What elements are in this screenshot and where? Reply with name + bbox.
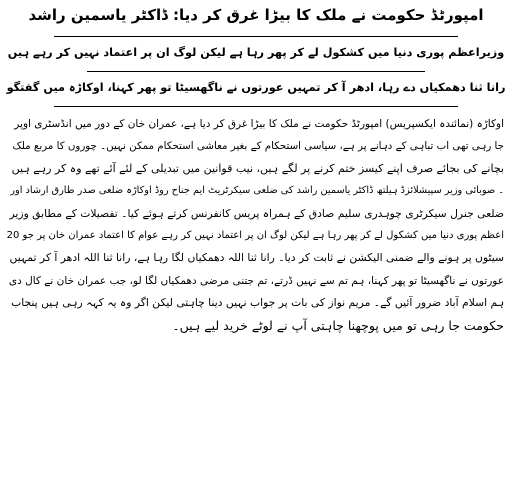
headline-block (6, 4, 506, 107)
body-line: عورتوں نے ناگھسیٹا تو پھر کہنا، ہم تم سے نہیں ڈرتے، تم جتنی مرضی دھمکیاں لگا لو، جب عمران خان نے کال دی (8, 274, 504, 287)
divider-rule (87, 71, 425, 72)
article-body (6, 113, 506, 337)
body-line: ضلعی جنرل سیکرٹری چوہدری سلیم صادق کے ہمراہ پریس کانفرنس کرتے ہوئے کیا۔ تفصیلات کے مطابق وزیر (9, 206, 504, 220)
body-line: حکومت جا رہی تو میں پوچھنا چاہتی آپ نے لوٹے خرید لیے ہیں۔ (172, 317, 504, 333)
body-line: بچانے کی بجائے صرف اپنے کیسز ختم کرنے پر لگے ہیں، نیب قوانین میں تبدیلی کے لئے آئے تھے وہ کر رہے ہیں (11, 161, 504, 175)
body-line: سیٹوں پر ہونے والے ضمنی الیکشن نے ثابت کر دیا۔ رانا ثنا اللہ دھمکیاں لگا رہا ہے، رانا ثنا اللہ ادھر آ کر تمہیں (9, 251, 504, 265)
body-line: جا رہی تھی اب تباہی کے دہانے پر ہے، سیاسی استحکام کے بغیر معاشی استحکام ممکن نہیں۔ چوروں کا مربع ملک (12, 140, 504, 153)
divider-rule (54, 106, 458, 107)
body-line: ۔ صوبائی وزیر سپیشلائزڈ ہیلتھ ڈاکٹر یاسمین راشد کی ضلعی سیکرٹریٹ ایم جناح روڈ اوکاڑہ ضلعی صدر طارق ارشاد اور (10, 185, 504, 197)
subheadline-1: وزیراعظم پوری دنیا میں کشکول لے کر پھر رہا ہے لیکن لوگ ان پر اعتماد نہیں کر رہے ہیں (7, 46, 505, 59)
body-line: اعظم پوری دنیا میں کشکول لے کر پھر رہا ہے لیکن لوگ ان پر اعتماد نہیں کر رہے عوام کا اعتماد عمران خان پر جو 20 (6, 229, 504, 241)
body-line: ہم اسلام آباد ضرور آئیں گے۔ مریم نواز کی بات پر جواب نہیں دینا چاہتی لیکن اگر وہ یہ کہہ رہی ہیں پنجاب (11, 296, 504, 310)
headline: امپورٹڈ حکومت نے ملک کا بیڑا غرق کر دیا: ڈاکٹر یاسمین راشد (28, 6, 484, 24)
body-line: اوکاڑہ (نمائندہ ایکسپریس) امپورٹڈ حکومت نے ملک کا بیڑا غرق کر دیا ہے، عمران خان کے دور میں انڈسٹری اوپر (14, 118, 504, 130)
subheadline-2: رانا ثنا دھمکیاں دے رہا، ادھر آ کر تمہیں عورتوں نے ناگھسیٹا تو پھر کہنا، اوکاڑہ میں گفتگو (6, 81, 506, 94)
divider-rule (54, 36, 458, 37)
